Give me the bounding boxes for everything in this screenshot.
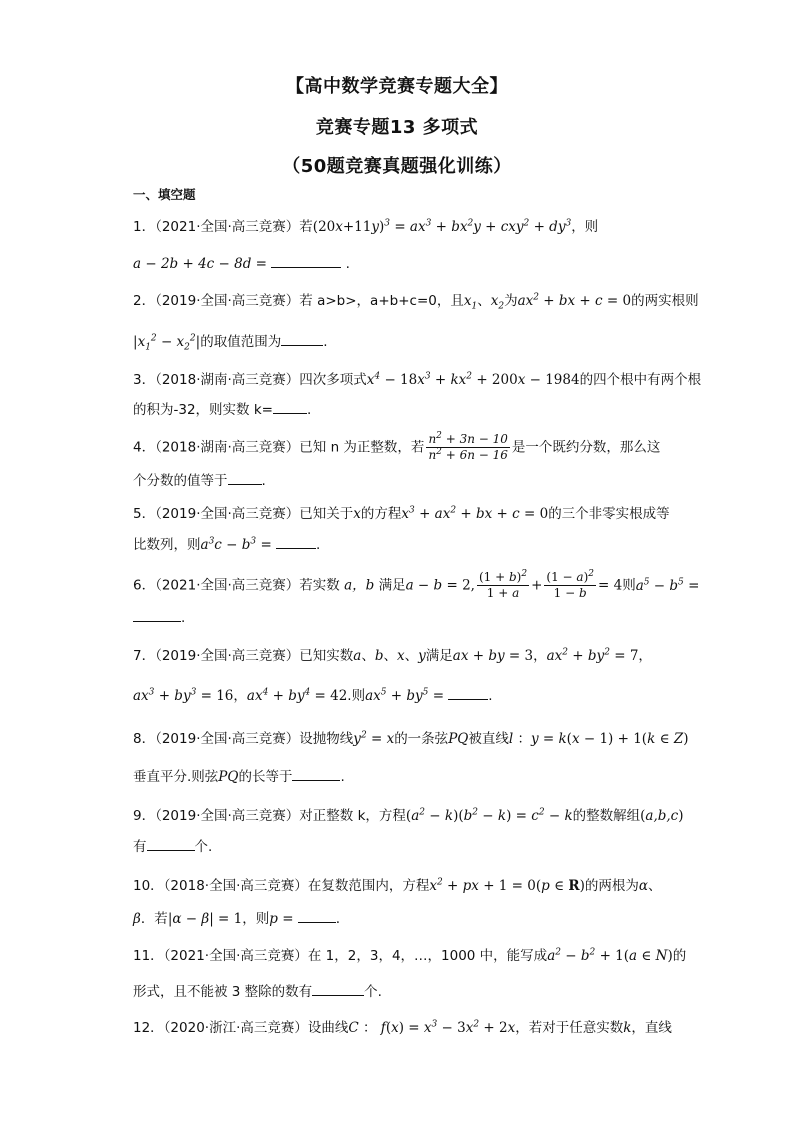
problem-2-line-2: $|x_1^2 - x_2^2|$的取值范围为 .	[133, 333, 328, 353]
doc-title: 【高中数学竞赛专题大全】	[286, 76, 508, 97]
problem-1-line-2: a − 2b + 4c − 8d = .	[133, 256, 350, 272]
problem-8-line-2: 垂直平分.则弦PQ的长等于 .	[133, 769, 345, 785]
problem-7-line-1: 7．（2019·全国·高三竞赛）已知实数a、b、x、y满足ax + by = 3，$ax^2 + by^2 = 7$，	[133, 647, 652, 664]
answer-blank[interactable]	[271, 254, 341, 268]
problem-11-line-1: 11．（2021·全国·高三竞赛）在 1，2，3，4，…，1000 中，能写成$a^2 - b^2 + 1(a$ ∈ N)的	[133, 947, 687, 964]
problem-10-line-2: β．若|α − β| = 1，则p = .	[133, 911, 341, 927]
problem-3-line-2: 的积为-32，则实数 k= .	[133, 402, 312, 418]
answer-blank[interactable]	[281, 332, 323, 346]
problem-11-line-2: 形式，且不能被 3 整除的数有 个.	[133, 984, 382, 1000]
doc-subtitle-2: （50题竞赛真题强化训练）	[282, 156, 512, 177]
problem-4-line-2: 个分数的值等于 .	[133, 473, 266, 489]
section-heading: 一、填空题	[133, 187, 196, 202]
answer-blank[interactable]	[312, 982, 364, 996]
answer-blank[interactable]	[133, 608, 181, 622]
answer-blank[interactable]	[273, 400, 307, 414]
answer-blank[interactable]	[292, 767, 340, 781]
problem-7-line-2: $ax^3 + by^3 = 16$，$ax^4 + by^4 = 42$.则$ax^5 + by^5$ = .	[133, 687, 493, 704]
problem-9-line-1: 9．（2019·全国·高三竞赛）对正整数 k，方程$(a^2 - k)(b^2 - k) = c^2 - k$的整数解组(a,b,c)	[133, 807, 684, 824]
problem-10-line-1: 10．（2018·全国·高三竞赛）在复数范围内，方程$x^2$ + px + 1 = 0(p ∈ R)的两根为α、	[133, 877, 662, 894]
problem-4-line-1: 4．（2018·湖南·高三竞赛）已知 n 为正整数，若 $\frac{n^2 + 3n - 10}{n^2 + 6n - 16}$ 是一个既约分数，那么这	[133, 431, 661, 462]
answer-blank[interactable]	[276, 535, 316, 549]
problem-3-line-1: 3．（2018·湖南·高三竞赛）四次多项式$x^4 - 18x^3 + kx^2 + 200x - 1984$的四个根中有两个根	[133, 371, 702, 388]
answer-blank[interactable]	[448, 686, 488, 700]
problem-6-line-2: .	[133, 608, 673, 628]
answer-blank[interactable]	[228, 471, 262, 485]
problem-1-line-1: 1．（2021·全国·高三竞赛）若$(20x+11y)^3 = ax^3 + bx^2y + cxy^2 + dy^3$，则	[133, 218, 599, 235]
answer-blank[interactable]	[147, 837, 195, 851]
problem-8-line-1: 8．（2019·全国·高三竞赛）设抛物线$y^2 = x$的一条弦PQ被直线l ：y = k(x − 1) + 1(k ∈ Z)	[133, 730, 689, 747]
problem-12-line-1: 12．（2020·浙江·高三竞赛）设曲线C ： $f(x) = x^3 - 3x^2 + 2x$，若对于任意实数k，直线	[133, 1019, 672, 1036]
problem-6-line-1: 6．（2021·全国·高三竞赛）若实数 a，b 满足a − b = 2, $\frac{(1 + b)^2}{1 + a}$ + $\frac{(1 - a)^2}{1 - b}$ = 4则$a^5 - b^5$ =	[133, 569, 700, 600]
problem-2-line-1: 2．（2019·全国·高三竞赛）若 a>b>，a+b+c=0，且$x_1$、$x_2$为$ax^2$ + bx + c = 0的两实根则	[133, 292, 699, 312]
problem-5-line-1: 5．（2019·全国·高三竞赛）已知关于x的方程$x^3 + ax^2$ + bx + c = 0的三个非零实根成等	[133, 505, 670, 522]
problem-9-line-2: 有 个.	[133, 839, 213, 855]
answer-blank[interactable]	[298, 909, 336, 923]
doc-subtitle: 竞赛专题13 多项式	[315, 117, 479, 138]
problem-5-line-2: 比数列，则$a^3c - b^3$ = .	[133, 536, 321, 553]
